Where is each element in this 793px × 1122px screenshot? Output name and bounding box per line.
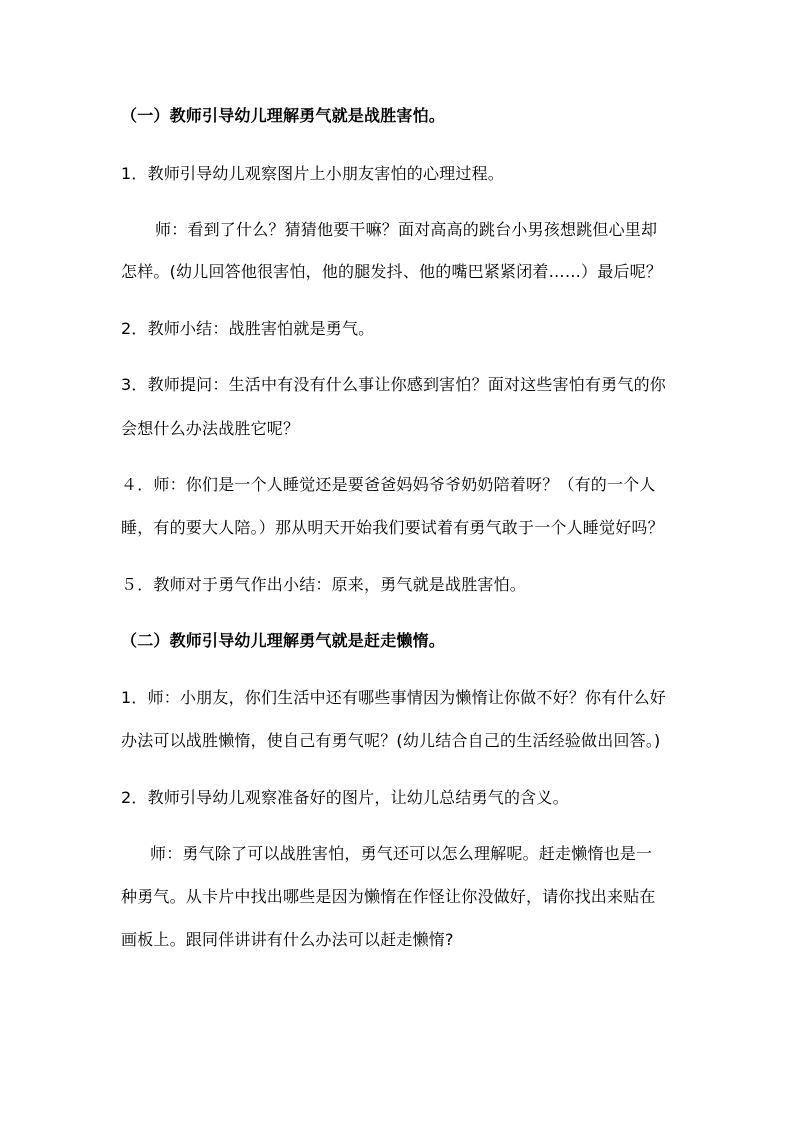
paragraph-item-1-3-line2: 会想什么办法战胜它呢？ bbox=[121, 419, 300, 438]
paragraph-item-1-4-line1: ４．师：你们是一个人睡觉还是要爸爸妈妈爷爷奶奶陪着呀？（有的一个人 bbox=[121, 475, 656, 494]
paragraph-detail-2-2-line3: 画板上。跟同伴讲讲有什么办法可以赶走懒惰? bbox=[121, 930, 454, 949]
paragraph-item-1-3-line1: 3．教师提问：生活中有没有什么事让你感到害怕？面对这些害怕有勇气的你 bbox=[121, 375, 666, 394]
paragraph-detail-2-2-line1: 师：勇气除了可以战胜害怕，勇气还可以怎么理解呢。赶走懒惰也是一 bbox=[150, 844, 653, 863]
paragraph-item-1-5: ５．教师对于勇气作出小结：原来，勇气就是战胜害怕。 bbox=[121, 575, 527, 594]
section-heading-2: （二）教师引导幼儿理解勇气就是赶走懒惰。 bbox=[121, 631, 446, 650]
paragraph-detail-1-1-line2: 怎样。(幼儿回答他很害怕，他的腿发抖、他的嘴巴紧紧闭着……）最后呢？ bbox=[121, 262, 663, 281]
paragraph-detail-2-2-line2: 种勇气。从卡片中找出哪些是因为懒惰在作怪让你没做好，请你找出来贴在 bbox=[121, 887, 656, 906]
paragraph-detail-1-1-line1: 师：看到了什么？猜猜他要干嘛？面对高高的跳台小男孩想跳但心里却 bbox=[155, 220, 658, 239]
paragraph-item-1-4-line2: 睡，有的要大人陪。）那从明天开始我们要试着有勇气敢于一个人睡觉好吗？ bbox=[121, 518, 664, 537]
paragraph-item-1-1: 1．教师引导幼儿观察图片上小朋友害怕的心理过程。 bbox=[121, 164, 504, 183]
paragraph-item-1-2: 2．教师小结：战胜害怕就是勇气。 bbox=[121, 319, 375, 338]
paragraph-item-2-2: 2．教师引导幼儿观察准备好的图片，让幼儿总结勇气的含义。 bbox=[121, 788, 569, 807]
paragraph-item-2-1-line1: 1．师：小朋友，你们生活中还有哪些事情因为懒惰让你做不好？你有什么好 bbox=[121, 688, 666, 707]
section-heading-1: （一）教师引导幼儿理解勇气就是战胜害怕。 bbox=[121, 106, 446, 125]
paragraph-item-2-1-line2: 办法可以战胜懒惰，使自己有勇气呢？(幼儿结合自己的生活经验做出回答。) bbox=[121, 731, 661, 750]
